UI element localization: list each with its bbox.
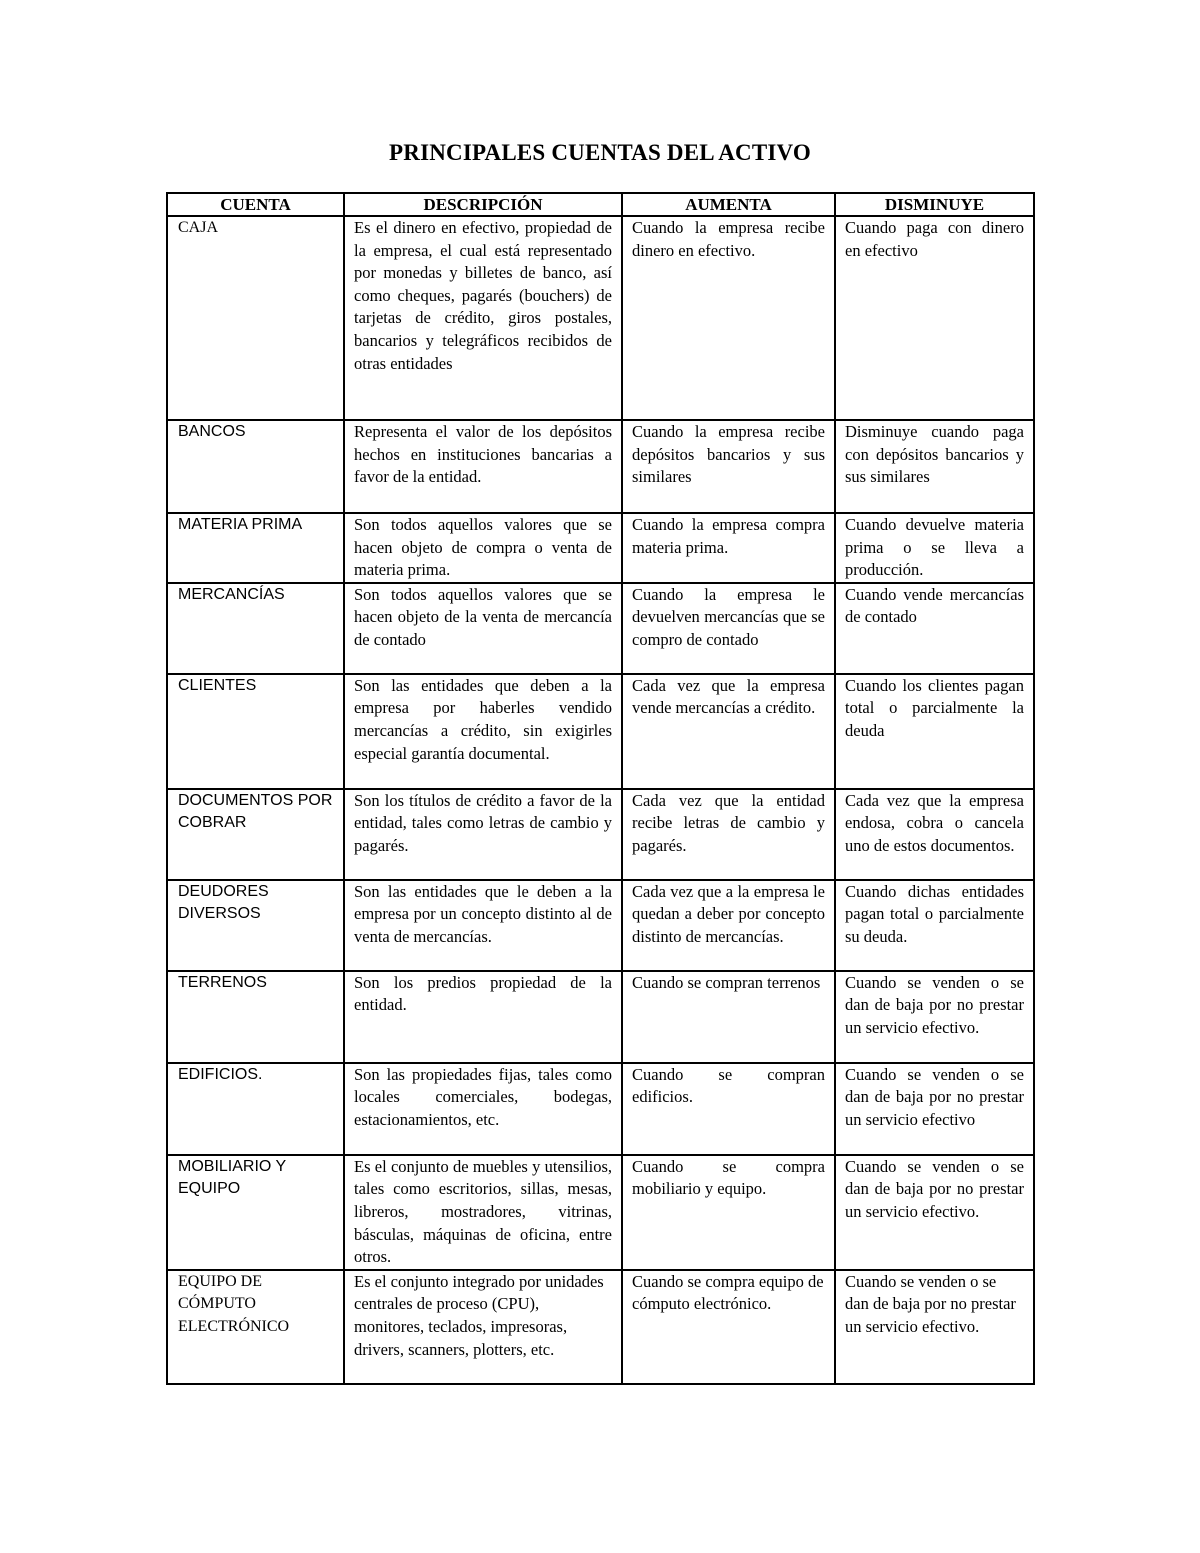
cell-aumenta: Cuando se compran terrenos bbox=[622, 971, 835, 1063]
cell-cuenta: DEUDORES DIVERSOS bbox=[167, 880, 344, 971]
cell-aumenta: Cuando se compra equipo de cómputo electrónico. bbox=[622, 1270, 835, 1384]
cell-descripcion: Son las entidades que deben a la empresa por haberles vendido mercancías a crédito, sin exigirles especial garantía documental. bbox=[344, 674, 622, 789]
cell-descripcion: Es el conjunto integrado por unidades centrales de proceso (CPU), monitores, teclados, impresoras, drivers, scanners, plotters, etc. bbox=[344, 1270, 622, 1384]
table-row bbox=[167, 880, 1034, 971]
cell-aumenta: Cuando la empresa recibe dinero en efectivo. bbox=[622, 216, 835, 420]
cell-cuenta: BANCOS bbox=[167, 420, 344, 513]
cell-disminuye: Cuando vende mercancías de contado bbox=[835, 583, 1034, 674]
table-row bbox=[167, 583, 1034, 674]
cell-descripcion: Son todos aquellos valores que se hacen objeto de compra o venta de materia prima. bbox=[344, 513, 622, 583]
cell-disminuye: Cuando se venden o se dan de baja por no prestar un servicio efectivo bbox=[835, 1063, 1034, 1155]
table-row bbox=[167, 1155, 1034, 1270]
cell-aumenta: Cada vez que la entidad recibe letras de cambio y pagarés. bbox=[622, 789, 835, 880]
cell-aumenta: Cada vez que a la empresa le quedan a deber por concepto distinto de mercancías. bbox=[622, 880, 835, 971]
cell-descripcion: Son las entidades que le deben a la empresa por un concepto distinto al de venta de mercancías. bbox=[344, 880, 622, 971]
cell-cuenta: DOCUMENTOS POR COBRAR bbox=[167, 789, 344, 880]
cell-disminuye: Cuando se venden o se dan de baja por no prestar un servicio efectivo. bbox=[835, 1155, 1034, 1270]
cell-aumenta: Cada vez que la empresa vende mercancías a crédito. bbox=[622, 674, 835, 789]
cell-descripcion: Representa el valor de los depósitos hechos en instituciones bancarias a favor de la entidad. bbox=[344, 420, 622, 513]
cell-cuenta: MOBILIARIO Y EQUIPO bbox=[167, 1155, 344, 1270]
cell-disminuye: Cuando dichas entidades pagan total o parcialmente su deuda. bbox=[835, 880, 1034, 971]
accounts-table bbox=[166, 192, 1035, 1385]
cell-descripcion: Son las propiedades fijas, tales como locales comerciales, bodegas, estacionamientos, etc. bbox=[344, 1063, 622, 1155]
cell-disminuye: Cuando se venden o se dan de baja por no prestar un servicio efectivo. bbox=[835, 1270, 1034, 1384]
cell-aumenta: Cuando se compran edificios. bbox=[622, 1063, 835, 1155]
table-row bbox=[167, 513, 1034, 583]
cell-cuenta: CAJA bbox=[167, 216, 344, 420]
table-row bbox=[167, 420, 1034, 513]
cell-descripcion: Son todos aquellos valores que se hacen objeto de la venta de mercancía de contado bbox=[344, 583, 622, 674]
header-cuenta: CUENTA bbox=[167, 193, 344, 216]
cell-cuenta: MERCANCÍAS bbox=[167, 583, 344, 674]
cell-cuenta: MATERIA PRIMA bbox=[167, 513, 344, 583]
cell-descripcion: Son los predios propiedad de la entidad. bbox=[344, 971, 622, 1063]
cell-aumenta: Cuando la empresa compra materia prima. bbox=[622, 513, 835, 583]
cell-cuenta: CLIENTES bbox=[167, 674, 344, 789]
header-descripcion: DESCRIPCIÓN bbox=[344, 193, 622, 216]
cell-cuenta: TERRENOS bbox=[167, 971, 344, 1063]
table-row bbox=[167, 1270, 1034, 1384]
cell-disminuye: Cuando devuelve materia prima o se lleva a producción. bbox=[835, 513, 1034, 583]
cell-aumenta: Cuando la empresa le devuelven mercancías que se compro de contado bbox=[622, 583, 835, 674]
cell-disminuye: Disminuye cuando paga con depósitos bancarios y sus similares bbox=[835, 420, 1034, 513]
cell-cuenta: EDIFICIOS. bbox=[167, 1063, 344, 1155]
table-row bbox=[167, 674, 1034, 789]
header-disminuye: DISMINUYE bbox=[835, 193, 1034, 216]
cell-disminuye: Cada vez que la empresa endosa, cobra o cancela uno de estos documentos. bbox=[835, 789, 1034, 880]
table-row bbox=[167, 789, 1034, 880]
cell-disminuye: Cuando paga con dinero en efectivo bbox=[835, 216, 1034, 420]
cell-descripcion: Es el dinero en efectivo, propiedad de la empresa, el cual está representado por monedas y billetes de banco, así como cheques, pagarés (bouchers) de tarjetas de crédito, giros postales, bancarios y telegráficos recibidos de otras entidades bbox=[344, 216, 622, 420]
cell-cuenta: EQUIPO DE CÓMPUTO ELECTRÓNICO bbox=[167, 1270, 344, 1384]
cell-descripcion: Son los títulos de crédito a favor de la entidad, tales como letras de cambio y pagarés. bbox=[344, 789, 622, 880]
cell-disminuye: Cuando se venden o se dan de baja por no prestar un servicio efectivo. bbox=[835, 971, 1034, 1063]
cell-aumenta: Cuando se compra mobiliario y equipo. bbox=[622, 1155, 835, 1270]
page-title: PRINCIPALES CUENTAS DEL ACTIVO bbox=[389, 140, 811, 165]
cell-aumenta: Cuando la empresa recibe depósitos bancarios y sus similares bbox=[622, 420, 835, 513]
table-header-row bbox=[167, 193, 1034, 216]
cell-descripcion: Es el conjunto de muebles y utensilios, tales como escritorios, sillas, mesas, libreros, mostradores, vitrinas, básculas, máquinas de oficina, entre otros. bbox=[344, 1155, 622, 1270]
table-row bbox=[167, 971, 1034, 1063]
header-aumenta: AUMENTA bbox=[622, 193, 835, 216]
table-row bbox=[167, 216, 1034, 420]
cell-disminuye: Cuando los clientes pagan total o parcialmente la deuda bbox=[835, 674, 1034, 789]
table-row bbox=[167, 1063, 1034, 1155]
